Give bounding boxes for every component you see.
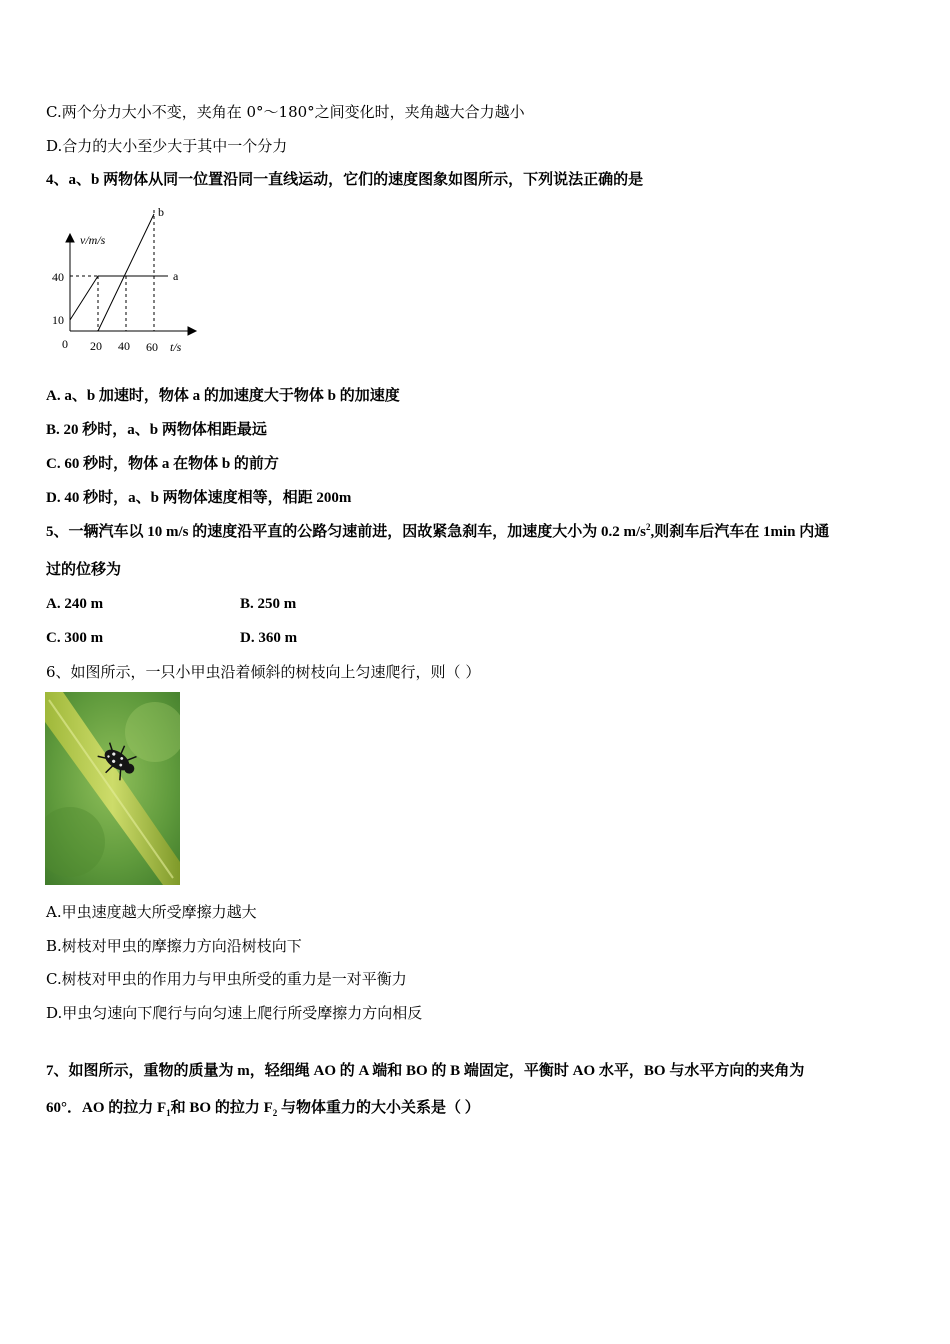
x-axis-arrow: [188, 327, 196, 335]
beetle-on-branch-photo: [45, 692, 180, 885]
series-a-label: a: [173, 269, 179, 283]
q5-stem-line1: [46, 522, 829, 542]
q5-option-d: D. 360 m: [240, 630, 298, 646]
q7-stem-line2: [46, 1098, 480, 1118]
velocity-time-graph: [40, 200, 200, 360]
q5-text-1: 5、一辆汽车以 10 m/s 的速度沿平直的公路匀速前进，因故紧急刹车，加速度大小为 0.2 m/s: [46, 524, 647, 540]
q7-text-a: 60°．AO 的拉力 F: [46, 1100, 167, 1116]
series-a-line: [70, 276, 168, 320]
q6-option-d: D.甲虫匀速向下爬行与向匀速上爬行所受摩擦力方向相反: [46, 1004, 423, 1022]
y-tick-40: 40: [52, 270, 64, 284]
x-axis-label: t/s: [170, 340, 182, 354]
q4-option-b: B. 20 秒时，a、b 两物体相距最远: [46, 422, 267, 438]
q5-superscript: 2: [646, 522, 651, 532]
q7-stem-line1: 7、如图所示，重物的质量为 m，轻细绳 AO 的 A 端和 BO 的 B 端固定，平衡时 AO 水平，BO 与水平方向的夹角为: [46, 1063, 805, 1079]
q7-sub-2: 2: [272, 1108, 278, 1118]
q6-option-b: B.树枝对甲虫的摩擦力方向沿树枝向下: [46, 937, 302, 955]
q7-text-c: 与物体重力的大小关系是（ ）: [277, 1100, 480, 1116]
q5-stem-line2: 过的位移为: [46, 562, 122, 578]
q4-option-c: C. 60 秒时，物体 a 在物体 b 的前方: [46, 456, 279, 472]
q5-option-c: C. 300 m: [46, 630, 104, 646]
q5-text-2: ,则刹车后汽车在 1min 内通: [650, 524, 830, 540]
q7-text-b: 和 BO 的拉力 F: [170, 1100, 273, 1116]
y-axis-label: v/m/s: [80, 233, 106, 247]
x-tick-60: 60: [146, 340, 158, 354]
q6-option-c: C.树枝对甲虫的作用力与甲虫所受的重力是一对平衡力: [46, 970, 407, 988]
x-tick-20: 20: [90, 339, 102, 353]
q6-option-a: A.甲虫速度越大所受摩擦力越大: [46, 903, 257, 921]
q7-sub-1: 1: [166, 1108, 171, 1118]
series-b-label: b: [158, 205, 164, 219]
q4-stem: 4、a、b 两物体从同一位置沿同一直线运动，它们的速度图象如图所示，下列说法正确的是: [46, 172, 644, 188]
q6-stem: 6、如图所示，一只小甲虫沿着倾斜的树枝向上匀速爬行，则（ ）: [46, 663, 481, 681]
y-axis-arrow: [66, 234, 74, 242]
q4-option-a: A. a、b 加速时，物体 a 的加速度大于物体 b 的加速度: [46, 388, 400, 404]
q3-option-c: C.两个分力大小不变，夹角在 0°～180°之间变化时，夹角越大合力越小: [46, 103, 525, 121]
q4-option-d: D. 40 秒时，a、b 两物体速度相等，相距 200m: [46, 490, 352, 506]
q5-option-b: B. 250 m: [240, 596, 297, 612]
y-tick-10: 10: [52, 313, 64, 327]
q3-option-d: D.合力的大小至少大于其中一个分力: [46, 137, 288, 155]
q5-option-a: A. 240 m: [46, 596, 104, 612]
x-tick-0: 0: [62, 337, 68, 351]
x-tick-40: 40: [118, 339, 130, 353]
